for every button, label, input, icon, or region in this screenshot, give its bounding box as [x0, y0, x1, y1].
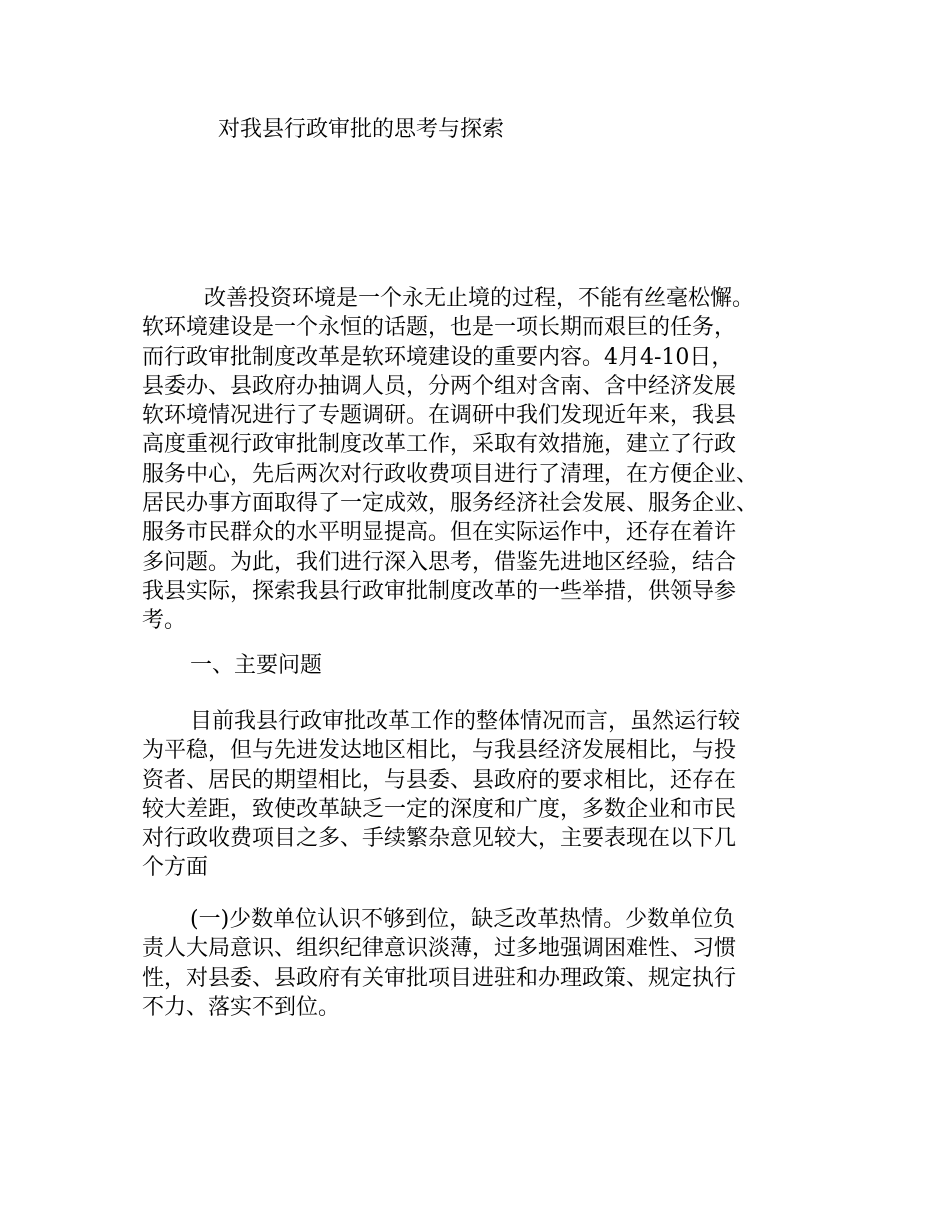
paragraph-line: 为平稳，但与先进发达地区相比，与我县经济发展相比，与投	[142, 738, 737, 764]
paragraph-line: 个方面	[142, 855, 209, 881]
paragraph-line: 多问题。为此，我们进行深入思考，借鉴先进地区经验，结合	[142, 549, 737, 575]
paragraph-line: 目前我县行政审批改革工作的整体情况而言，虽然运行较	[190, 709, 741, 734]
paragraph-line: 责人大局意识、组织纪律意识淡薄，过多地强调困难性、习惯	[142, 936, 737, 962]
paragraph-line: 对行政收费项目之多、手续繁杂意见较大，主要表现在以下几	[142, 826, 737, 852]
document-title: 对我县行政审批的思考与探索	[218, 117, 505, 142]
paragraph-line: 服务市民群众的水平明显提高。但在实际运作中，还存在着许	[142, 520, 737, 546]
paragraph-line: 性，对县委、县政府有关审批项目进驻和办理政策、规定执行	[142, 965, 737, 991]
paragraph-intro	[142, 284, 832, 636]
paragraph-line: 软环境情况进行了专题调研。在调研中我们发现近年来，我县	[142, 403, 737, 429]
paragraph-subsection-1	[142, 905, 832, 1022]
paragraph-line: 较大差距，致使改革缺乏一定的深度和广度，多数企业和市民	[142, 796, 737, 822]
paragraph-line: 服务中心，先后两次对行政收费项目进行了清理，在方便企业、	[142, 461, 759, 487]
paragraph-line: 而行政审批制度改革是软环境建设的重要内容。4月4-10日，	[142, 344, 734, 370]
paragraph-line: 软环境建设是一个永恒的话题，也是一项长期而艰巨的任务，	[142, 315, 737, 341]
paragraph-line: 高度重视行政审批制度改革工作，采取有效措施，建立了行政	[142, 432, 737, 458]
paragraph-line: 资者、居民的期望相比，与县委、县政府的要求相比，还存在	[142, 767, 737, 793]
paragraph-line: 改善投资环境是一个永无止境的过程，不能有丝毫松懈。	[204, 286, 755, 311]
paragraph-line: 我县实际，探索我县行政审批制度改革的一些举措，供领导参	[142, 578, 737, 604]
paragraph-line: 不力、落实不到位。	[142, 994, 341, 1020]
paragraph-line: 县委办、县政府办抽调人员，分两个组对含南、含中经济发展	[142, 373, 737, 399]
paragraph-problems	[142, 707, 832, 883]
paragraph-line: (一)少数单位认识不够到位，缺乏改革热情。少数单位负	[190, 907, 736, 932]
paragraph-line: 考。	[142, 608, 187, 634]
section-heading: 一、主要问题	[190, 653, 323, 678]
paragraph-line: 居民办事方面取得了一定成效，服务经济社会发展、服务企业、	[142, 491, 759, 517]
